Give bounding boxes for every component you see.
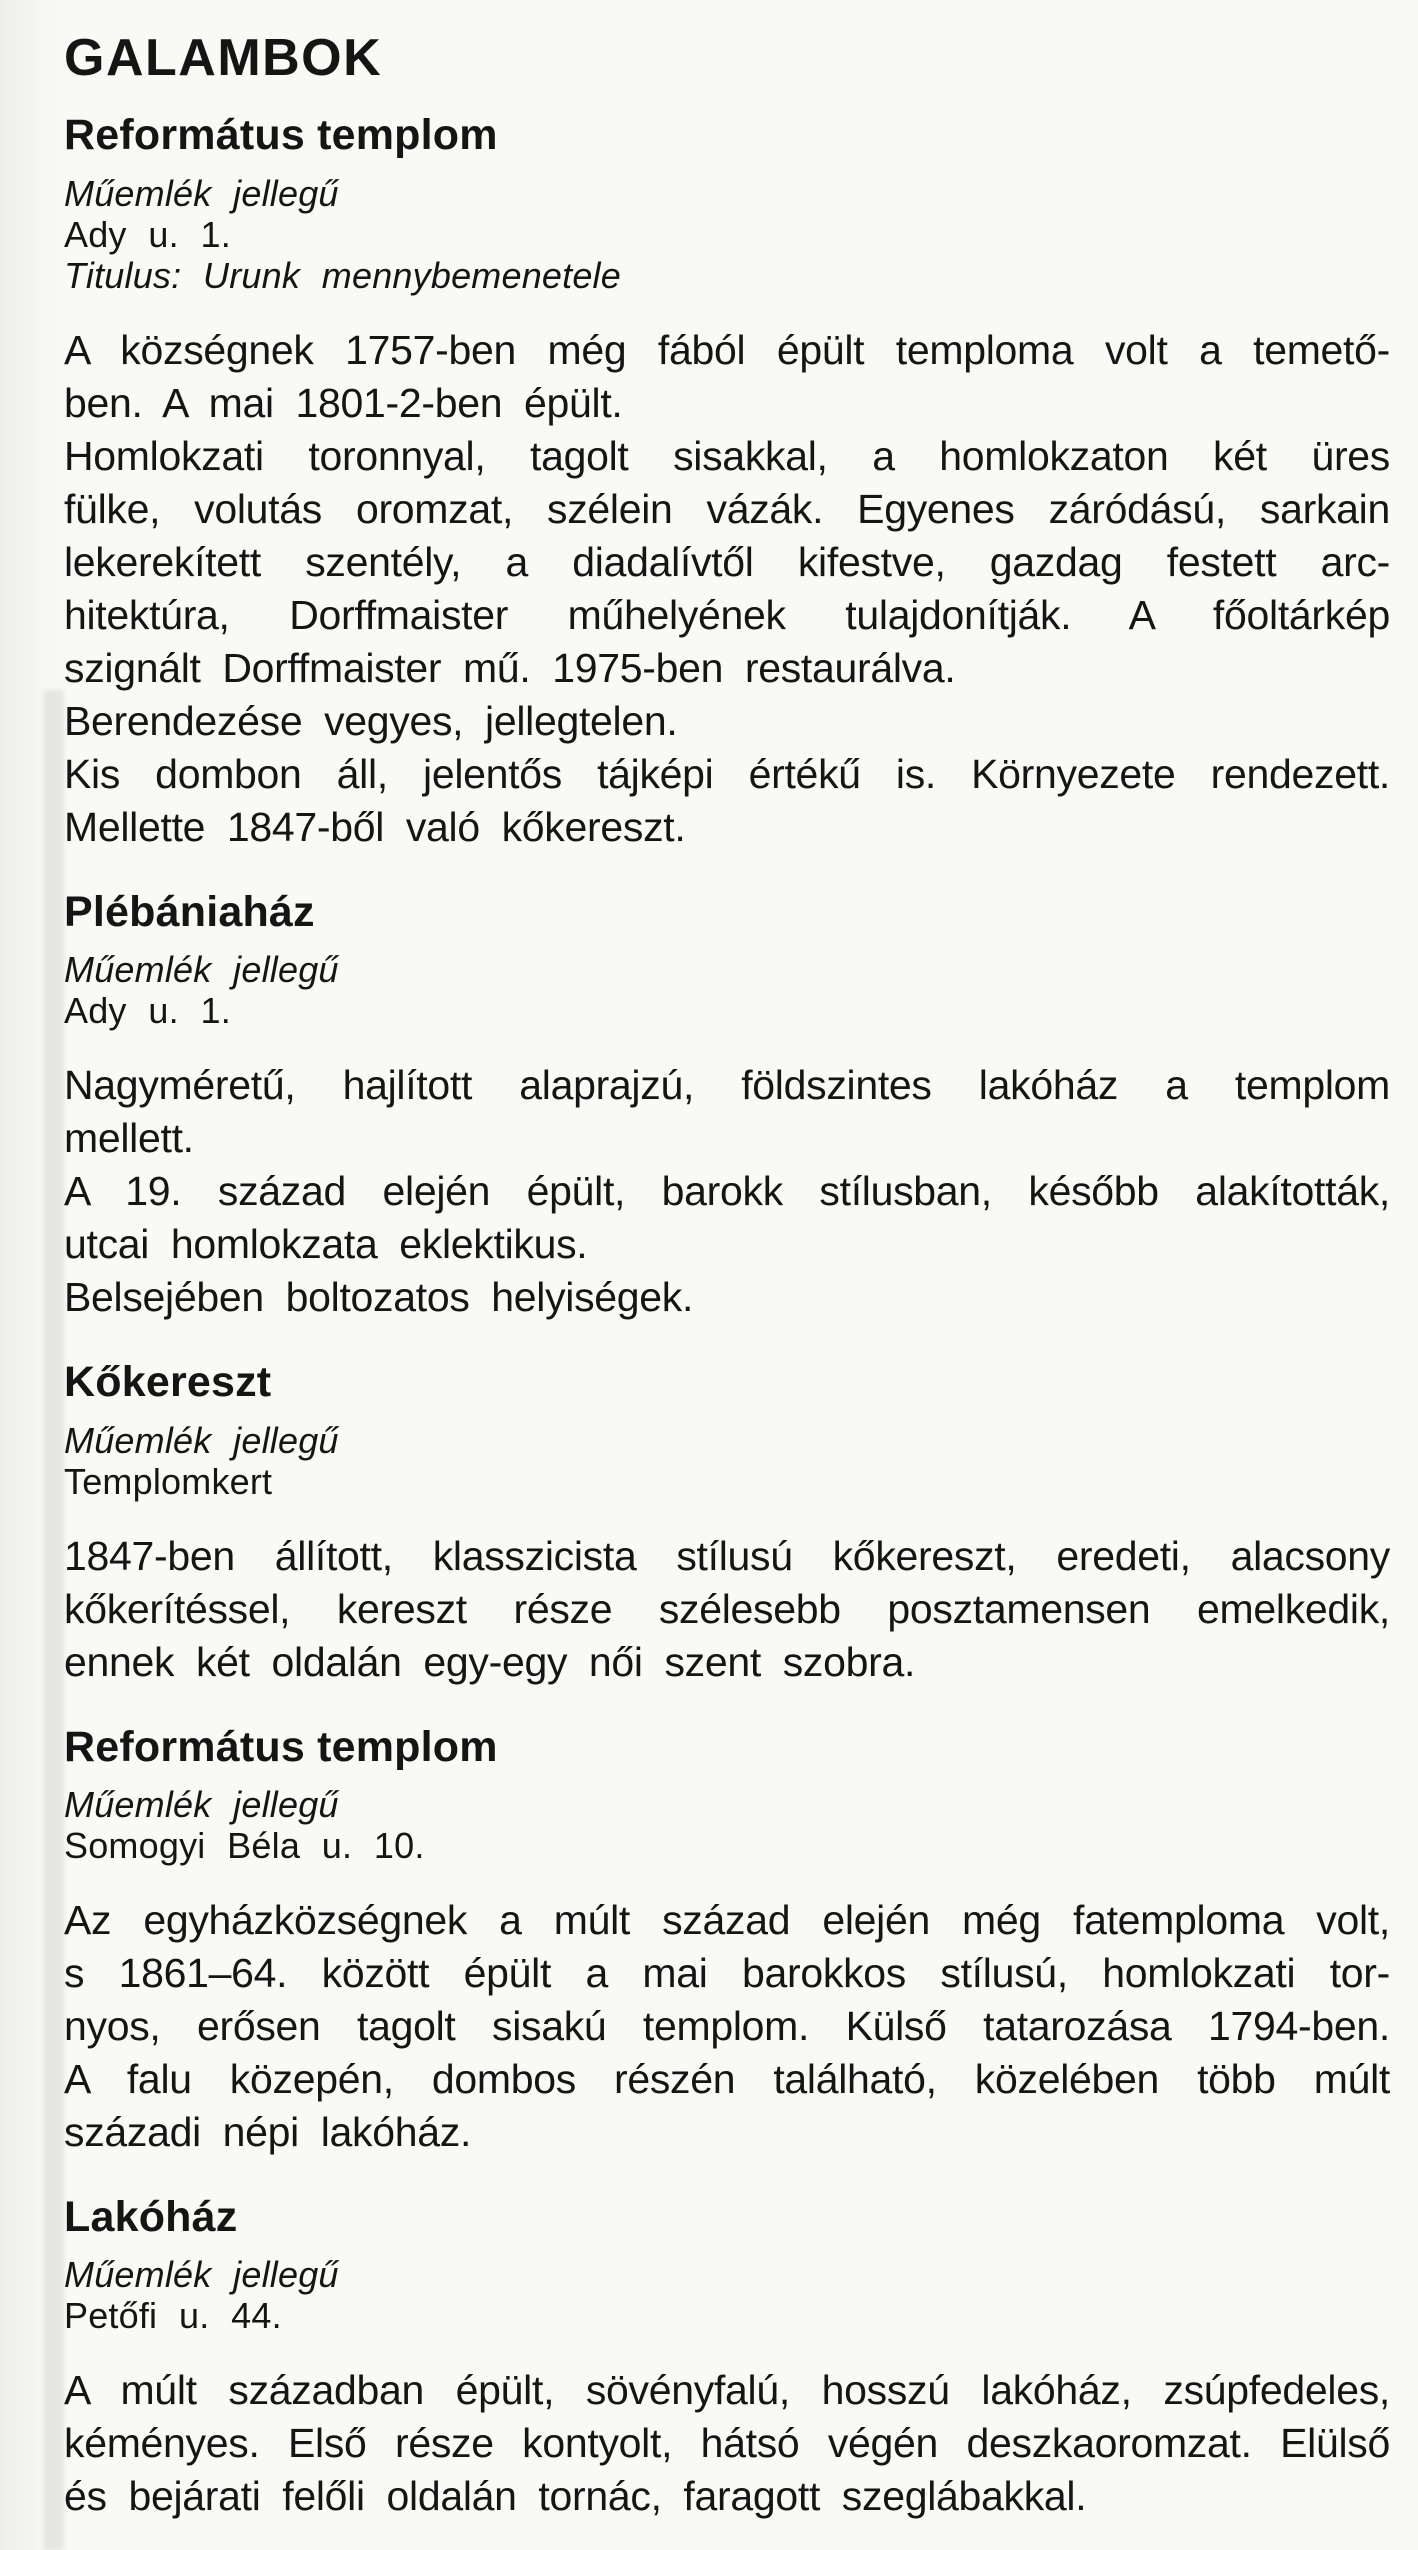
classification-line: Műemlék jellegű bbox=[64, 1419, 339, 1461]
body-text-line: századi népi lakóház. bbox=[64, 2108, 472, 2155]
section-heading: Plébániaház bbox=[64, 887, 315, 936]
section-body bbox=[64, 2364, 1390, 2523]
section-meta bbox=[64, 173, 1390, 296]
address-line: Ady u. 1. bbox=[64, 213, 231, 255]
section-body bbox=[64, 1059, 1390, 1324]
classification-line: Műemlék jellegű bbox=[64, 949, 339, 991]
body-text-line: A falu közepén, dombos részén található, közelében több múlt bbox=[64, 2055, 1390, 2102]
scanner-shadow-artifact bbox=[44, 690, 64, 2550]
body-text-line: kéményes. Első része kontyolt, hátsó végén deszkaoromzat. Elülső bbox=[64, 2420, 1390, 2467]
monument-sections bbox=[64, 111, 1390, 2523]
body-text-line: Belsejében boltozatos helyiségek. bbox=[64, 1274, 694, 1321]
classification-line: Műemlék jellegű bbox=[64, 1783, 339, 1825]
page-title: GALAMBOK bbox=[64, 29, 383, 87]
body-text-line: hitektúra, Dorffmaister műhelyének tulajdonítják. A főoltárkép bbox=[64, 591, 1390, 638]
body-text-line: Berendezése vegyes, jellegtelen. bbox=[64, 697, 678, 744]
body-text-line: kőkerítéssel, kereszt része szélesebb posztamensen emelkedik, bbox=[64, 1585, 1390, 1632]
body-text-line: ennek két oldalán egy-egy női szent szobra. bbox=[64, 1638, 916, 1685]
section-meta bbox=[64, 949, 1390, 1031]
body-text-line: Homlokzati toronnyal, tagolt sisakkal, a homlokzaton két üres bbox=[64, 432, 1390, 479]
body-text-line: fülke, volutás oromzat, szélein vázák. Egyenes záródású, sarkain bbox=[64, 485, 1390, 532]
body-text-line: Kis dombon áll, jelentős tájképi értékű is. Környezete rendezett. bbox=[64, 750, 1390, 797]
section-heading: Lakóház bbox=[64, 2192, 238, 2241]
body-text-line: ben. A mai 1801-2-ben épült. bbox=[64, 379, 623, 426]
monument-section bbox=[64, 1358, 1390, 1688]
body-text-line: A múlt században épült, sövényfalú, hosszú lakóház, zsúpfedeles, bbox=[64, 2367, 1390, 2414]
address-line: Somogyi Béla u. 10. bbox=[64, 1824, 425, 1866]
body-text-line: Mellette 1847-ből való kőkereszt. bbox=[64, 803, 686, 850]
section-body bbox=[64, 1894, 1390, 2159]
monument-section bbox=[64, 2193, 1390, 2523]
body-text-line: Nagyméretű, hajlított alaprajzú, földszintes lakóház a templom bbox=[64, 1062, 1390, 1109]
address-line: Ady u. 1. bbox=[64, 990, 231, 1032]
body-text-line: nyos, erősen tagolt sisakú templom. Külső tatarozása 1794-ben. bbox=[64, 2002, 1390, 2049]
body-text-line: A 19. század elején épült, barokk stílusban, később alakították, bbox=[64, 1168, 1390, 1215]
body-text-line: és bejárati felőli oldalán tornác, faragott szeglábakkal. bbox=[64, 2473, 1087, 2520]
classification-line: Titulus: Urunk mennybemenetele bbox=[64, 254, 621, 296]
body-text-line: 1847-ben állított, klasszicista stílusú kőkereszt, eredeti, alacsony bbox=[64, 1532, 1390, 1579]
address-line: Petőfi u. 44. bbox=[64, 2295, 282, 2337]
section-heading: Református templom bbox=[64, 1722, 498, 1771]
monument-section bbox=[64, 888, 1390, 1324]
section-meta bbox=[64, 1784, 1390, 1866]
monument-section bbox=[64, 111, 1390, 853]
section-heading: Református templom bbox=[64, 111, 498, 160]
body-text-line: utcai homlokzata eklektikus. bbox=[64, 1221, 588, 1268]
section-body bbox=[64, 324, 1390, 854]
body-text-line: mellett. bbox=[64, 1115, 194, 1162]
monument-section bbox=[64, 1723, 1390, 2159]
address-line: Templomkert bbox=[64, 1460, 273, 1502]
classification-line: Műemlék jellegű bbox=[64, 2254, 339, 2296]
body-text-line: lekerekített szentély, a diadalívtől kifestve, gazdag festett arc- bbox=[64, 538, 1390, 585]
body-text-line: A községnek 1757-ben még fából épült temploma volt a temető- bbox=[64, 326, 1390, 373]
section-body bbox=[64, 1530, 1390, 1689]
body-text-line: s 1861–64. között épült a mai barokkos stílusú, homlokzati tor- bbox=[64, 1949, 1390, 1996]
body-text-line: szignált Dorffmaister mű. 1975-ben restaurálva. bbox=[64, 644, 956, 691]
body-text-line: Az egyházközségnek a múlt század elején még fatemploma volt, bbox=[64, 1896, 1390, 1943]
section-meta bbox=[64, 1420, 1390, 1502]
section-meta bbox=[64, 2254, 1390, 2336]
section-heading: Kőkereszt bbox=[64, 1358, 272, 1407]
classification-line: Műemlék jellegű bbox=[64, 172, 339, 214]
